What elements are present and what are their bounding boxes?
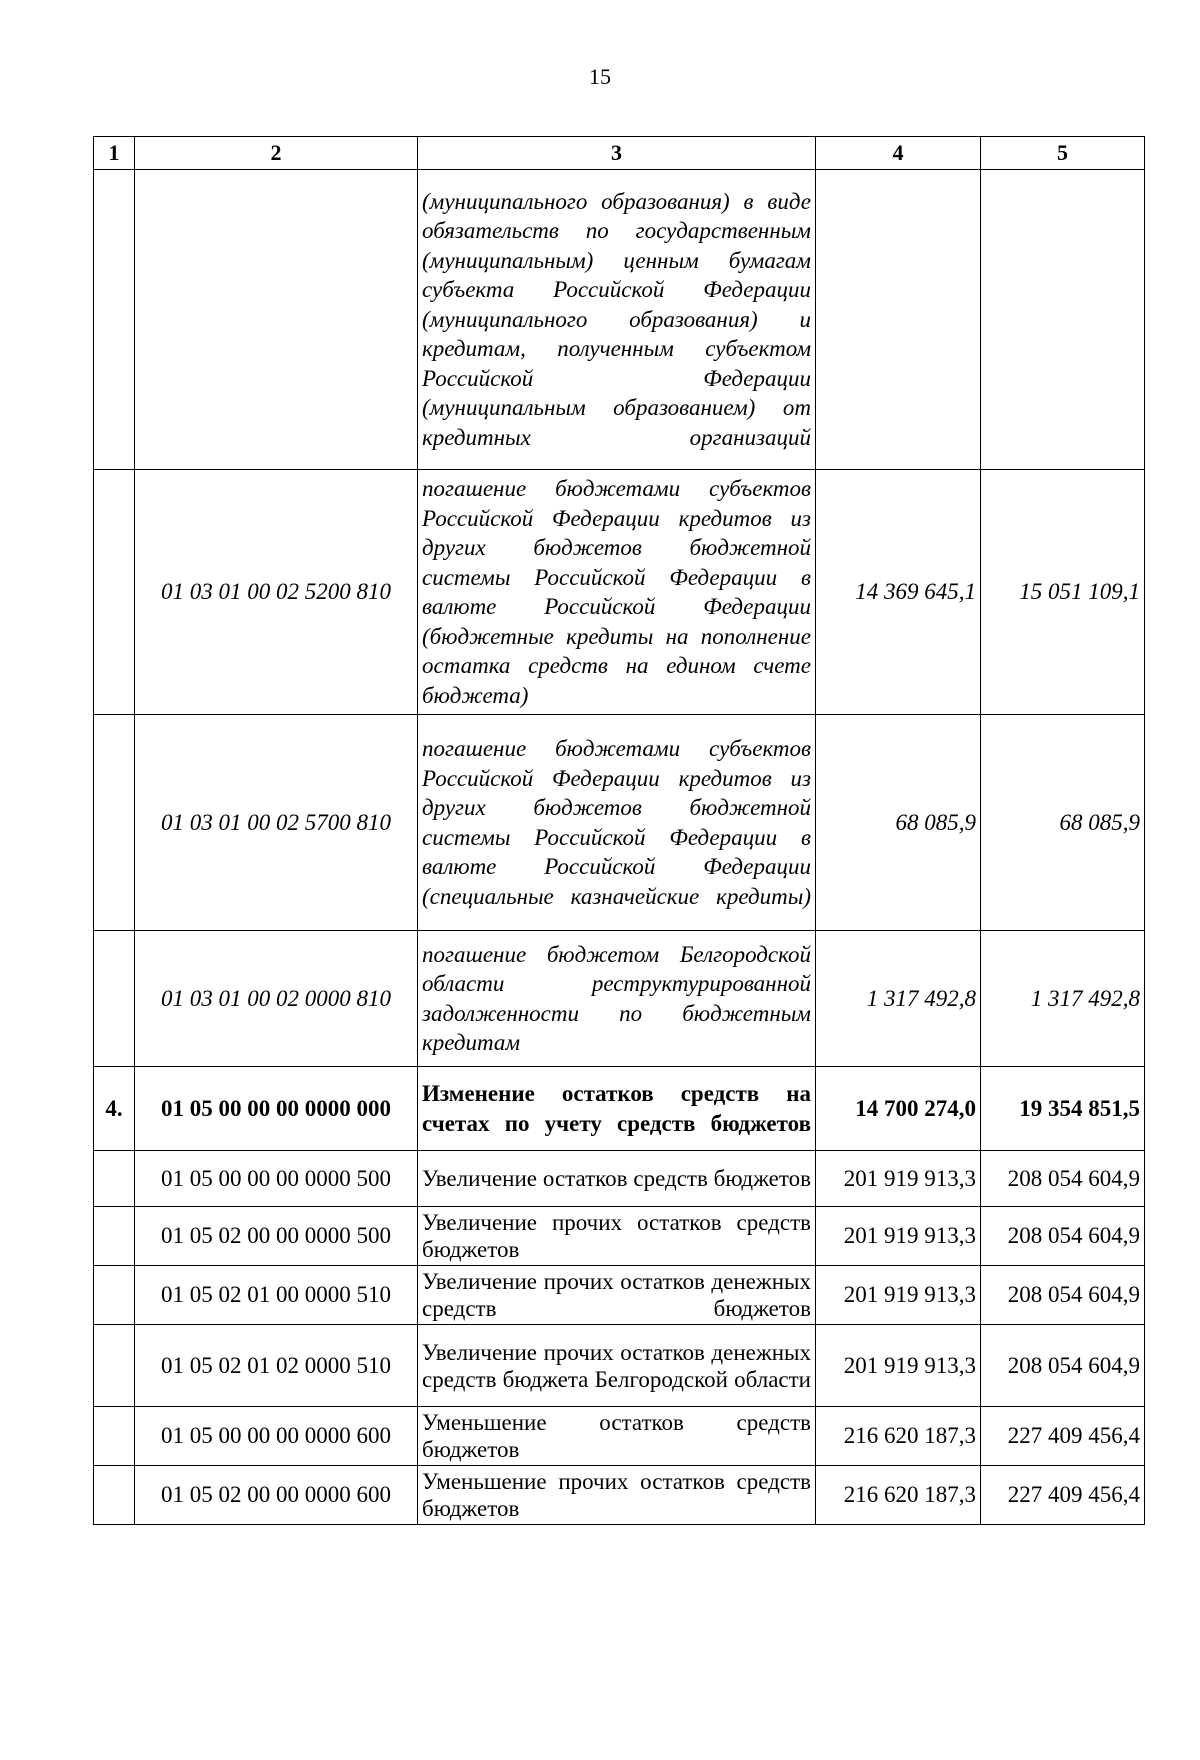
table-row [94,1266,1145,1325]
table-row [94,1151,1145,1207]
row-code [135,170,418,470]
row-value-col4: 201 919 913,3 [816,1325,981,1407]
row-code: 01 05 00 00 00 0000 500 [135,1151,418,1207]
row-description: Увеличение прочих остатков денежных средств бюджета Белгородской области [418,1325,816,1407]
row-value-col4: 1 317 492,8 [816,931,981,1067]
column-header-1: 1 [94,137,135,170]
table-row [94,1207,1145,1266]
row-value-col5: 208 054 604,9 [981,1325,1145,1407]
table-body [94,170,1145,1525]
row-code: 01 05 02 00 00 0000 500 [135,1207,418,1266]
row-description: Уменьшение прочих остатков средств бюджетов [418,1466,816,1525]
row-code: 01 05 02 00 00 0000 600 [135,1466,418,1525]
row-number [94,1151,135,1207]
budget-sources-table [93,136,1145,1525]
row-number [94,1266,135,1325]
row-description: погашение бюджетами субъектов Российской Федерации кредитов из других бюджетов бюджетной системы Российской Федерации в валюте Российской Федерации (специальные казначейские кредиты) [418,715,816,931]
table-row [94,1407,1145,1466]
row-value-col4: 201 919 913,3 [816,1207,981,1266]
row-description: Изменение остатков средств на счетах по учету средств бюджетов [418,1067,816,1151]
row-value-col5: 208 054 604,9 [981,1151,1145,1207]
row-description: Уменьшение остатков средств бюджетов [418,1407,816,1466]
row-value-col4: 14 700 274,0 [816,1067,981,1151]
row-number [94,715,135,931]
row-value-col5: 15 051 109,1 [981,470,1145,715]
column-header-2: 2 [135,137,418,170]
table-header-row [94,137,1145,170]
row-value-col5: 208 054 604,9 [981,1207,1145,1266]
row-code: 01 05 00 00 00 0000 000 [135,1067,418,1151]
row-value-col4: 216 620 187,3 [816,1466,981,1525]
row-code: 01 05 00 00 00 0000 600 [135,1407,418,1466]
row-description: погашение бюджетами субъектов Российской Федерации кредитов из других бюджетов бюджетной системы Российской Федерации в валюте Российской Федерации (бюджетные кредиты на пополнение остатка средств на едином счете бюджета) [418,470,816,715]
row-code: 01 03 01 00 02 0000 810 [135,931,418,1067]
table-row [94,1466,1145,1525]
row-value-col5: 1 317 492,8 [981,931,1145,1067]
row-value-col5 [981,170,1145,470]
row-value-col4: 201 919 913,3 [816,1266,981,1325]
row-description: Увеличение прочих остатков средств бюджетов [418,1207,816,1266]
column-header-3: 3 [418,137,816,170]
row-value-col4: 201 919 913,3 [816,1151,981,1207]
table-row [94,470,1145,715]
table-row [94,931,1145,1067]
row-value-col4: 68 085,9 [816,715,981,931]
column-header-4: 4 [816,137,981,170]
row-value-col5: 227 409 456,4 [981,1466,1145,1525]
table-row [94,170,1145,470]
row-value-col5: 208 054 604,9 [981,1266,1145,1325]
row-code: 01 03 01 00 02 5700 810 [135,715,418,931]
row-code: 01 03 01 00 02 5200 810 [135,470,418,715]
row-description: (муниципального образования) в виде обязательств по государственным (муниципальным) ценным бумагам субъекта Российской Федерации (муниципального образования) и кредитам, полученным субъектом Российской Федерации (муниципальным образованием) от кредитных организаций [418,170,816,470]
row-value-col5: 68 085,9 [981,715,1145,931]
row-description: Увеличение прочих остатков денежных средств бюджетов [418,1266,816,1325]
row-description: погашение бюджетом Белгородской области реструктурированной задолженности по бюджетным кредитам [418,931,816,1067]
row-number [94,170,135,470]
row-code: 01 05 02 01 00 0000 510 [135,1266,418,1325]
row-value-col5: 19 354 851,5 [981,1067,1145,1151]
row-number [94,1207,135,1266]
row-number [94,470,135,715]
row-number [94,1466,135,1525]
row-description: Увеличение остатков средств бюджетов [418,1151,816,1207]
column-header-5: 5 [981,137,1145,170]
row-number [94,1325,135,1407]
row-value-col4: 14 369 645,1 [816,470,981,715]
page-number: 15 [589,64,611,89]
table-row [94,715,1145,931]
row-number: 4. [94,1067,135,1151]
row-value-col4: 216 620 187,3 [816,1407,981,1466]
row-code: 01 05 02 01 02 0000 510 [135,1325,418,1407]
row-value-col4 [816,170,981,470]
table-row [94,1325,1145,1407]
row-number [94,931,135,1067]
table-row [94,1067,1145,1151]
row-value-col5: 227 409 456,4 [981,1407,1145,1466]
row-number [94,1407,135,1466]
